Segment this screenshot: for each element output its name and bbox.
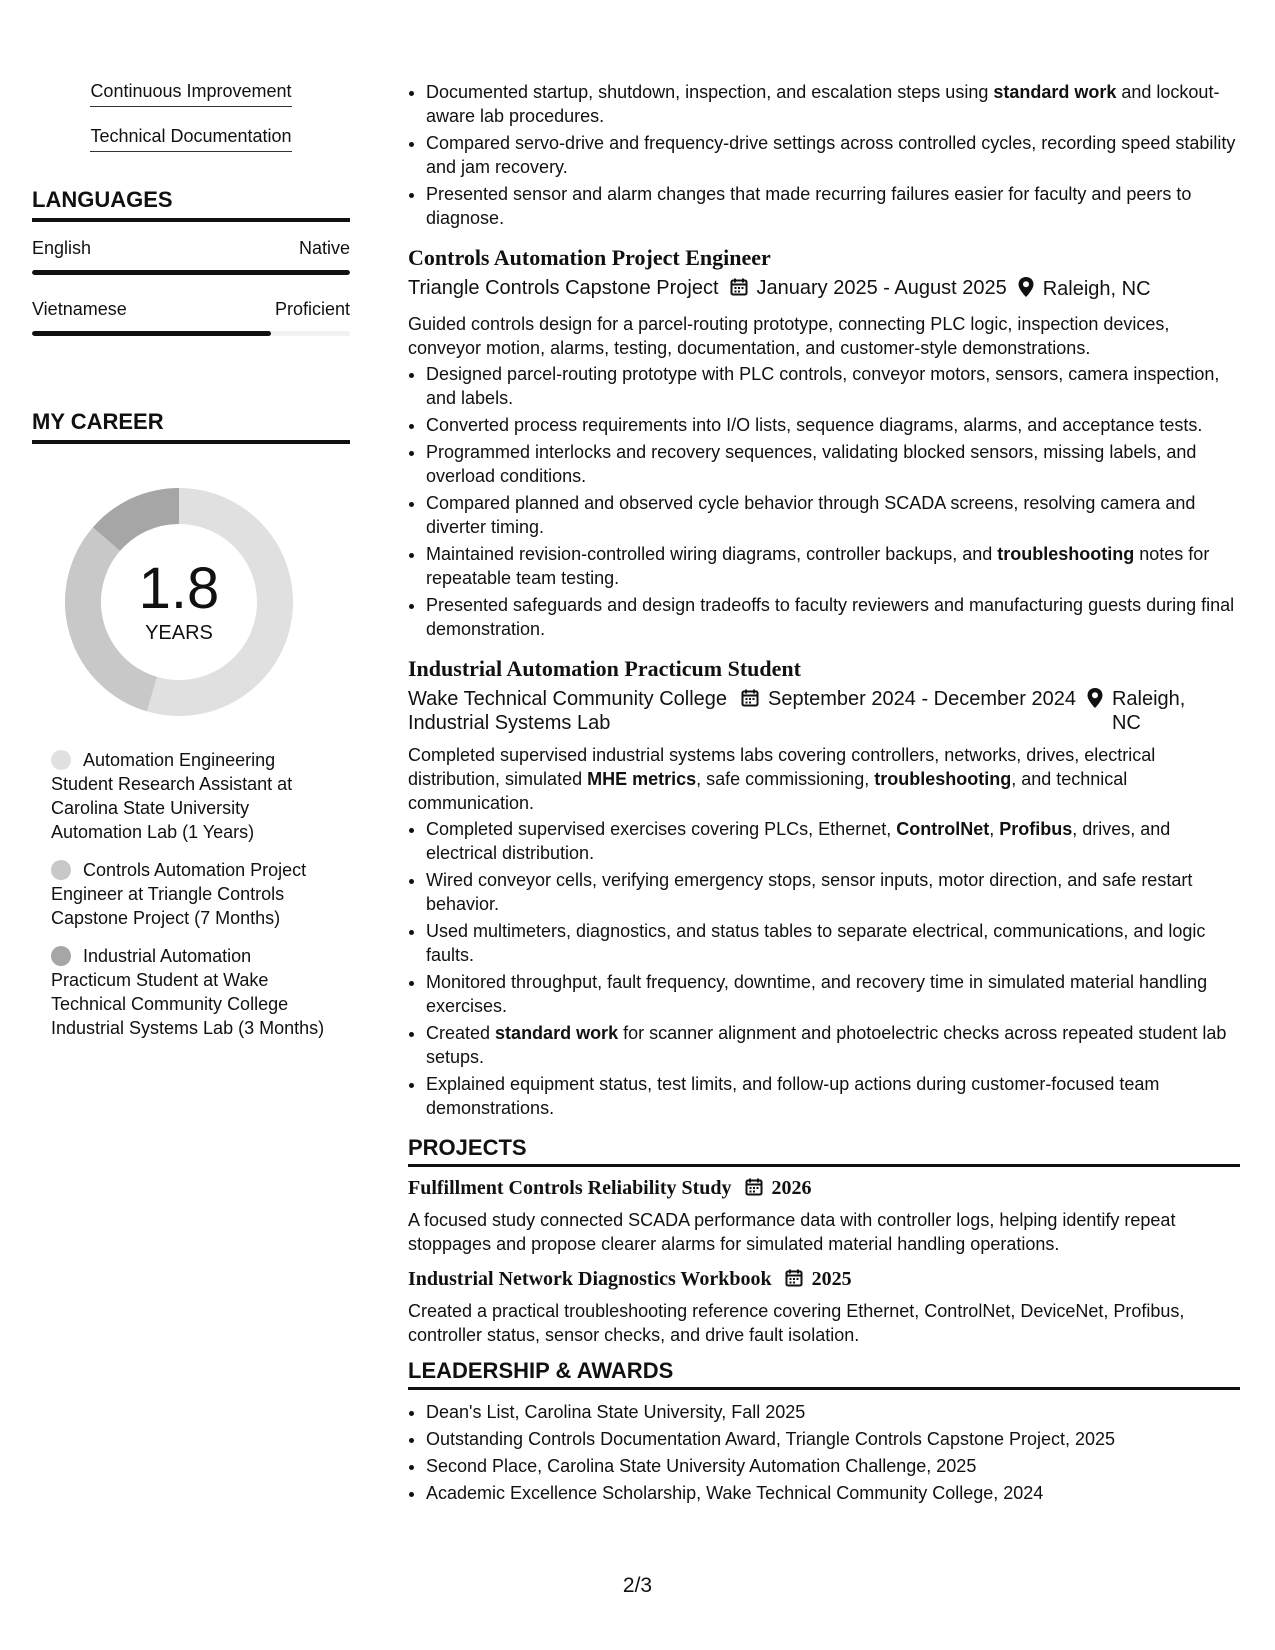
skill-tag: Continuous Improvement	[90, 80, 291, 107]
language-level: Proficient	[274, 299, 350, 319]
project-title: Fulfillment Controls Reliability Study 2026	[408, 1175, 1240, 1204]
calendar-icon	[744, 1177, 764, 1204]
awards-heading: LEADERSHIP & AWARDS	[408, 1357, 1240, 1390]
award-item: • Second Place, Carolina State University Automation Challenge, 2025	[426, 1454, 1240, 1478]
language-item	[32, 236, 350, 275]
job-title: Industrial Automation Practicum Student	[408, 656, 801, 681]
bullet-item: • Compared servo-drive and frequency-drive settings across controlled cycles, recording speed stability and jam recovery.	[426, 131, 1240, 179]
career-heading: MY CAREER	[32, 408, 350, 444]
career-donut-chart	[65, 488, 293, 716]
bullet-item: • Documented startup, shutdown, inspection, and escalation steps using standard work and lockout-aware lab procedures.	[426, 80, 1240, 128]
language-level: Native	[298, 238, 350, 258]
job-meta	[408, 687, 1240, 735]
language-proficiency-fill	[32, 270, 350, 275]
bullet-item: • Explained equipment status, test limits, and follow-up actions during customer-focused team demonstrations.	[426, 1072, 1240, 1120]
language-name: Vietnamese	[32, 299, 127, 319]
awards-list	[408, 1400, 1240, 1505]
calendar-icon	[740, 688, 760, 714]
location-pin-icon	[1017, 276, 1035, 304]
experience-list	[408, 244, 1240, 1120]
project-year: 2025	[811, 1268, 852, 1290]
bullet-item: • Presented sensor and alarm changes that made recurring failures easier for faculty and peers to diagnose.	[426, 182, 1240, 230]
career-legend-label: Industrial Automation Practicum Student at Wake Technical Community College Industrial Systems Lab (3 Months)	[51, 946, 325, 1038]
job-location: Raleigh, NC	[1086, 687, 1186, 735]
bullet-item: • Compared planned and observed cycle behavior through SCADA screens, resolving camera and diverter timing.	[426, 491, 1240, 539]
bullet-item: • Programmed interlocks and recovery sequences, validating blocked sensors, missing labels, and overload conditions.	[426, 440, 1240, 488]
award-item: • Dean's List, Carolina State University, Fall 2025	[426, 1400, 1240, 1424]
language-proficiency-fill	[32, 331, 271, 336]
page-number: 2/3	[622, 1574, 653, 1597]
project-entry	[408, 1175, 1240, 1256]
project-entry	[408, 1266, 1240, 1347]
job-dates: January 2025 - August 2025	[729, 276, 1007, 303]
job-entry	[408, 655, 1240, 1120]
career-legend-label: Controls Automation Project Engineer at Triangle Controls Capstone Project (7 Months)	[51, 860, 307, 928]
bullet-item: • Monitored throughput, fault frequency, downtime, and recovery time in simulated material handling exercises.	[426, 970, 1240, 1018]
job-organization: Triangle Controls Capstone Project	[408, 277, 719, 299]
sidebar	[32, 80, 350, 1054]
career-legend-item	[51, 944, 331, 1040]
job-entry	[408, 244, 1240, 641]
main-content	[408, 80, 1240, 1508]
project-description: A focused study connected SCADA performance data with controller logs, helping identify repeat stoppages and propose clearer alarms for simulated material handling operations.	[408, 1210, 1176, 1254]
project-year: 2026	[771, 1177, 812, 1199]
skills-list	[32, 80, 350, 152]
career-total-unit: YEARS	[145, 622, 213, 644]
award-item: • Academic Excellence Scholarship, Wake Technical Community College, 2024	[426, 1481, 1240, 1505]
job-meta	[408, 276, 1240, 304]
language-item	[32, 297, 350, 336]
language-proficiency-bar	[32, 331, 350, 336]
projects-heading: PROJECTS	[408, 1134, 1240, 1167]
language-name: English	[32, 238, 92, 258]
project-description: Created a practical troubleshooting reference covering Ethernet, ControlNet, DeviceNet, Profibus, controller status, sensor checks, and drive fault isolation.	[408, 1301, 1185, 1345]
job-description: Guided controls design for a parcel-routing prototype, connecting PLC logic, inspection devices, conveyor motion, alarms, testing, documentation, and customer-style demonstrations.	[408, 314, 1170, 358]
bullet-item: • Created standard work for scanner alignment and photoelectric checks across repeated student lab setups.	[426, 1021, 1240, 1069]
calendar-icon	[784, 1268, 804, 1295]
projects-list	[408, 1175, 1240, 1347]
bullet-item: • Presented safeguards and design tradeoffs to faculty reviewers and manufacturing guests during final demonstration.	[426, 593, 1240, 641]
job-description: Completed supervised industrial systems labs covering controllers, networks, drives, electrical distribution, simulated MHE metrics, safe commissioning, troubleshooting, and technical communication.	[408, 745, 1156, 813]
project-title: Industrial Network Diagnostics Workbook 2025	[408, 1266, 1240, 1295]
career-legend	[51, 748, 331, 1040]
award-item: • Outstanding Controls Documentation Award, Triangle Controls Capstone Project, 2025	[426, 1427, 1240, 1451]
location-pin-icon	[1086, 687, 1104, 735]
job-organization: Wake Technical Community College Industrial Systems Lab	[408, 688, 728, 734]
job-title: Controls Automation Project Engineer	[408, 245, 771, 270]
job-dates: September 2024 - December 2024	[740, 687, 1076, 714]
job-location: Raleigh, NC	[1017, 276, 1151, 304]
career-legend-label: Automation Engineering Student Research Assistant at Carolina State University Automation Lab (1 Years)	[51, 750, 293, 842]
job-bullets	[408, 362, 1240, 641]
bullet-item: • Completed supervised exercises covering PLCs, Ethernet, ControlNet, Profibus, drives, and electrical distribution.	[426, 817, 1240, 865]
legend-dot	[51, 946, 71, 966]
bullet-item: • Maintained revision-controlled wiring diagrams, controller backups, and troubleshooting notes for repeatable team testing.	[426, 542, 1240, 590]
bullet-item: • Designed parcel-routing prototype with PLC controls, conveyor motors, sensors, camera inspection, and labels.	[426, 362, 1240, 410]
experience-bullets	[408, 80, 1240, 230]
legend-dot	[51, 750, 71, 770]
calendar-icon	[729, 277, 749, 303]
job-bullets	[408, 817, 1240, 1120]
languages-heading: LANGUAGES	[32, 186, 350, 222]
career-total-value: 1.8	[138, 556, 220, 621]
bullet-item: • Wired conveyor cells, verifying emergency stops, sensor inputs, motor direction, and safe restart behavior.	[426, 868, 1240, 916]
bullet-item: • Converted process requirements into I/O lists, sequence diagrams, alarms, and acceptance tests.	[426, 413, 1240, 437]
skill-tag: Technical Documentation	[90, 125, 291, 152]
legend-dot	[51, 860, 71, 880]
bullet-item: • Used multimeters, diagnostics, and status tables to separate electrical, communications, and logic faults.	[426, 919, 1240, 967]
career-legend-item	[51, 748, 331, 844]
language-proficiency-bar	[32, 270, 350, 275]
career-legend-item	[51, 858, 331, 930]
